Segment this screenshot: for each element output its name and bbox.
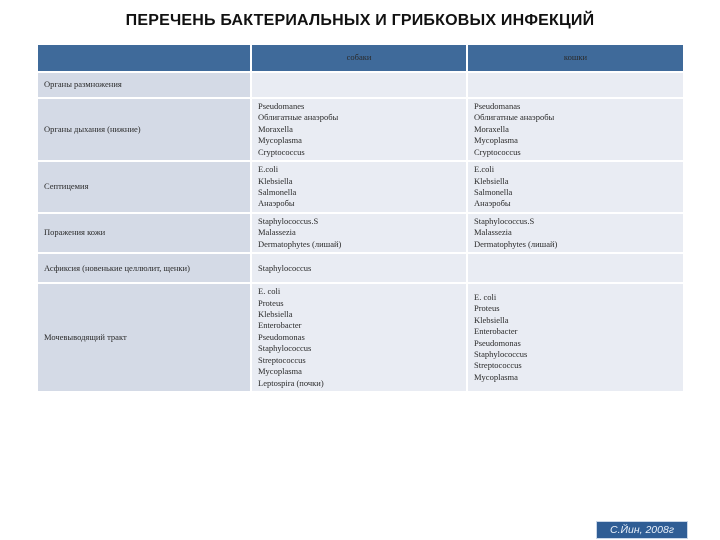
bacteria-name: Moraxella [474,123,509,134]
bacteria-name: Proteus [474,303,500,314]
bacteria-name: Staphylococcus [258,262,312,273]
header-blank-cell [38,45,250,71]
bacteria-name: Klebsiella [258,309,293,320]
row-label: Мочевыводящий тракт [38,284,250,391]
dogs-cell [252,162,466,212]
header-dogs: собаки [252,45,466,71]
table-row [38,73,683,97]
bacteria-name: Dermatophytes (лишай) [474,238,558,249]
bacteria-name: Mycoplasma [258,135,302,146]
dogs-cell [252,214,466,252]
bacteria-name: Анаэробы [474,198,511,209]
bacteria-name: Облигатные анаэробы [258,112,339,123]
bacteria-name: Klebsiella [474,314,509,325]
bacteria-name: Pseudomonas [474,337,521,348]
cats-cell [468,99,683,160]
bacteria-name: Pseudomanes [258,101,305,111]
row-label: Поражения кожи [38,214,250,252]
dogs-cell [252,73,466,97]
bacteria-name: Mycoplasma [474,371,518,382]
bacteria-name: E. coli [258,286,281,297]
bacteria-name: Cryptococcus [258,146,305,157]
bacteria-name: Enterobacter [258,320,302,331]
bacteria-name: Streptococcus [474,360,522,371]
row-label: Органы размножения [38,73,250,97]
bacteria-name: Malassezia [474,227,512,238]
bacteria-name: Облигатные анаэробы [474,112,555,123]
bacteria-name: Staphylococcus [258,343,312,354]
bacteria-name: E.coli [474,164,495,175]
bacteria-name: Staphylococcus [474,348,528,359]
bacteria-name: E.coli [258,164,279,175]
row-label: Органы дыхания (нижние) [38,99,250,160]
infections-table [36,43,685,393]
bacteria-name: Malassezia [258,227,296,238]
cats-cell [468,214,683,252]
bacteria-name: Enterobacter [474,326,518,337]
page-title: ПЕРЕЧЕНЬ БАКТЕРИАЛЬНЫХ И ГРИБКОВЫХ ИНФЕКЦИЙ [125,12,595,29]
bacteria-name: Cryptococcus [474,146,521,157]
table-row [38,284,683,391]
bacteria-name: Pseudomanas [474,101,521,111]
bacteria-name: Staphylococcus.S [258,216,319,227]
bacteria-name: Moraxella [258,123,293,134]
bacteria-name: Salmonella [474,187,513,198]
bacteria-name: E. coli [474,291,497,302]
cats-cell [468,284,683,391]
author-credit-badge: С.Йин, 2008г [596,521,688,539]
table-row [38,214,683,252]
table-row [38,162,683,212]
bacteria-name: Streptococcus [258,354,306,365]
bacteria-name: Salmonella [258,187,297,198]
table-header-row [38,45,683,71]
cats-cell [468,254,683,282]
row-label: Септицемия [38,162,250,212]
dogs-cell [252,284,466,391]
bacteria-name: Klebsiella [474,175,509,186]
cats-cell [468,73,683,97]
table-row [38,254,683,282]
dogs-cell [252,99,466,160]
cats-cell [468,162,683,212]
bacteria-name: Mycoplasma [258,366,302,377]
bacteria-name: Mycoplasma [474,135,518,146]
row-label: Асфиксия (новенькие целлюлит, щенки) [38,254,250,282]
table-row [38,99,683,160]
bacteria-name: Staphylococcus.S [474,216,535,227]
bacteria-name: Dermatophytes (лишай) [258,238,342,249]
bacteria-name: Proteus [258,297,284,308]
dogs-cell [252,254,466,282]
bacteria-name: Leptospira (почки) [258,377,324,388]
bacteria-name: Анаэробы [258,198,295,209]
header-cats: кошки [468,45,683,71]
bacteria-name: Pseudomonas [258,331,305,342]
bacteria-name: Klebsiella [258,175,293,186]
